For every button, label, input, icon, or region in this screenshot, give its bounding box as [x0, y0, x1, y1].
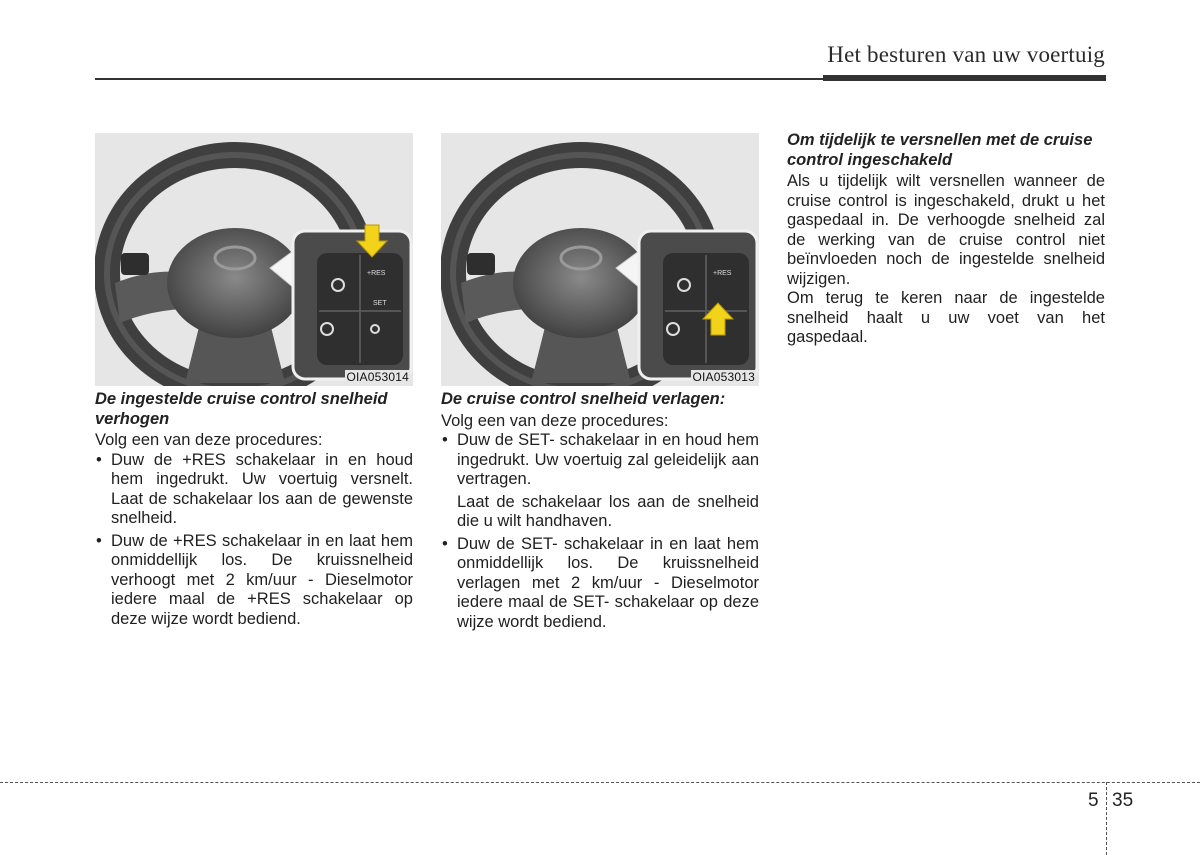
chapter-title: Het besturen van uw voertuig — [827, 42, 1105, 67]
chapter-number: 5 — [1088, 790, 1099, 811]
header-rule — [95, 78, 823, 80]
list-item: • Duw de +RES schakelaar in en houd hem ingedrukt. Uw voertuig versnelt. Laat de schakelaar los aan de gewenste snelheid. — [96, 450, 413, 527]
list-item: • Duw de SET- schakelaar in en houd hem ingedrukt. Uw voertuig zal geleidelijk aan vertragen. Laat de schakelaar los aan de snelheid die u wilt handhaven. — [442, 431, 759, 530]
bullet-icon: • — [96, 531, 102, 550]
page-number: 35 — [1112, 790, 1134, 811]
svg-text:+RES: +RES — [367, 270, 386, 277]
column-increase-speed — [95, 133, 413, 632]
wheel-hub — [513, 228, 649, 338]
intro-text: Volg een van deze procedures: — [95, 431, 323, 449]
bullet-icon: • — [96, 450, 102, 469]
footer-divider — [1106, 782, 1107, 855]
body-paragraph: Om terug te keren naar de ingestelde snelheid haalt u uw voet van het gaspedaal. — [787, 289, 1105, 346]
section-heading: Om tijdelijk te versnellen met de cruise control ingeschakeld — [787, 131, 1093, 169]
section-heading: De ingestelde cruise control snelheid verhogen — [95, 390, 388, 428]
figure-steering-wheel-set — [441, 133, 759, 386]
intro-text: Volg een van deze procedures: — [441, 411, 669, 430]
steering-wheel-illustration — [441, 133, 759, 386]
list-item: • Duw de SET- schakelaar in en laat hem onmiddellijk los. De kruissnelheid verlagen met 2 km/uur - Dieselmotor iedere maal de SET- schakelaar op deze wijze wordt bediend. — [442, 534, 759, 631]
wheel-hub — [167, 228, 303, 338]
figure-code: OIA053014 — [346, 370, 409, 384]
figure-code: OIA053013 — [692, 370, 755, 384]
header-rule-accent — [823, 75, 1106, 81]
list-item: • Duw de +RES schakelaar in en laat hem onmiddellijk los. De kruissnelheid verhoogt met 2 km/uur - Dieselmotor iedere maal de +RES schakelaar op deze wijze wordt bediend. — [96, 531, 413, 628]
column-decrease-speed — [441, 133, 759, 635]
steering-wheel-illustration — [95, 133, 413, 386]
bullet-icon: • — [442, 534, 448, 553]
svg-text:+RES: +RES — [713, 270, 732, 277]
column-temporary-acceleration — [787, 131, 1105, 348]
svg-text:SET: SET — [373, 300, 387, 307]
body-paragraph: Als u tijdelijk wilt versnellen wanneer de cruise control is ingeschakeld, drukt u het gaspedaal in. De verhoogde snelheid zal de werking van de cruise control niet beïnvloeden noch de ingestelde snelheid wijzigen. — [787, 172, 1105, 288]
procedure-list — [95, 451, 413, 630]
figure-steering-wheel-res — [95, 133, 413, 386]
footer-rule — [0, 782, 1200, 783]
procedure-list — [441, 431, 759, 632]
section-heading: De cruise control snelheid verlagen: — [441, 390, 726, 408]
bullet-icon: • — [442, 431, 448, 449]
list-item-followup: Laat de schakelaar los aan de snelheid die u wilt handhaven. — [457, 492, 759, 530]
